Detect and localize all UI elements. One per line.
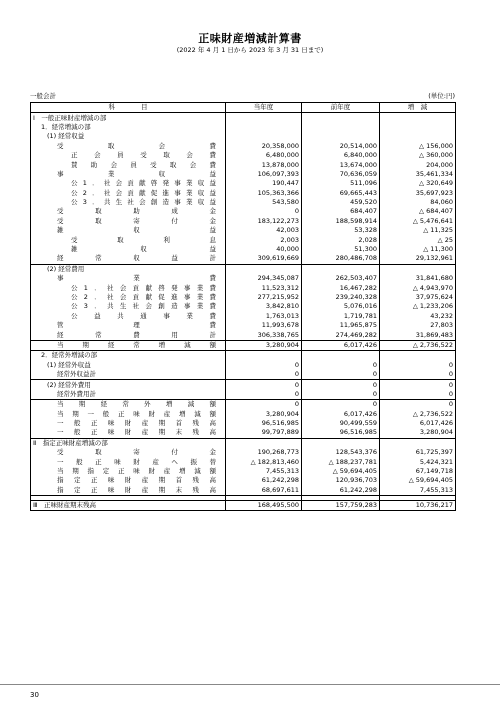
value-diff: △ 156,000 (380, 142, 456, 151)
value-prev (302, 438, 380, 448)
row-label (31, 142, 226, 151)
table-row (31, 207, 456, 216)
row-label-text: 当期経常外増減額 (57, 400, 216, 409)
value-cur: 106,097,393 (226, 170, 302, 179)
table-row (31, 245, 456, 254)
value-cur: 61,242,298 (226, 476, 302, 485)
table-row (31, 142, 456, 151)
value-diff: △ 59,694,405 (380, 476, 456, 485)
value-diff: 61,725,397 (380, 448, 456, 457)
value-diff (380, 113, 456, 123)
table-row (31, 390, 456, 400)
row-label (31, 351, 226, 361)
row-label-text: 一般正味財産期末残高 (57, 428, 216, 437)
value-prev: 0 (302, 390, 380, 400)
row-label (31, 312, 226, 321)
row-label-text: 当期一般正味財産増減額 (57, 409, 216, 418)
row-label-text: 経常外収益計 (57, 370, 96, 379)
table-row (31, 351, 456, 361)
row-label (31, 123, 226, 132)
table-row (31, 410, 456, 419)
value-prev: 6,017,426 (302, 340, 380, 350)
value-cur: 0 (226, 390, 302, 400)
value-prev: 11,965,875 (302, 321, 380, 330)
value-prev: 96,516,985 (302, 428, 380, 438)
value-diff (380, 264, 456, 274)
value-diff: △ 25 (380, 235, 456, 244)
value-prev: 6,840,000 (302, 151, 380, 160)
value-prev (302, 113, 380, 123)
table-row (31, 283, 456, 292)
value-cur: 7,455,313 (226, 467, 302, 476)
row-label (31, 501, 226, 511)
row-label (31, 467, 226, 476)
row-label-text: 当期経常増減額 (57, 340, 216, 349)
value-diff (380, 123, 456, 132)
row-label-text: 一般正味財産へ振替 (57, 457, 216, 466)
table-row (31, 198, 456, 207)
value-prev (302, 351, 380, 361)
row-label-text: 経常収益計 (57, 254, 216, 263)
value-prev: △ 59,694,405 (302, 467, 380, 476)
value-cur: 0 (226, 380, 302, 390)
value-cur: 3,842,810 (226, 302, 302, 311)
header-current-year: 当年度 (226, 103, 302, 113)
table-body (31, 113, 456, 511)
table-row (31, 179, 456, 188)
table-header-row (31, 103, 456, 113)
value-diff: 10,736,217 (380, 501, 456, 511)
row-label (31, 330, 226, 340)
value-cur: 309,619,669 (226, 254, 302, 264)
value-prev: 13,674,000 (302, 160, 380, 169)
value-prev: 120,936,703 (302, 476, 380, 485)
value-diff: △ 320,649 (380, 179, 456, 188)
value-cur: 3,280,904 (226, 410, 302, 419)
row-label (31, 321, 226, 330)
row-label-text: 事業収益 (57, 169, 216, 178)
row-label-text: 事業費 (57, 274, 216, 283)
table-row (31, 226, 456, 235)
value-cur: 20,358,000 (226, 142, 302, 151)
value-cur: 0 (226, 400, 302, 410)
value-prev: 90,499,559 (302, 419, 380, 428)
row-label-text: 指定正味財産期末残高 (57, 485, 216, 494)
row-label (31, 179, 226, 188)
row-label (31, 419, 226, 428)
row-label (31, 170, 226, 179)
row-label (31, 448, 226, 457)
value-cur: 294,345,087 (226, 274, 302, 283)
value-cur: 6,480,000 (226, 151, 302, 160)
value-cur: 168,495,500 (226, 501, 302, 511)
net-assets-statement-table (30, 102, 456, 511)
value-prev: △ 188,237,781 (302, 457, 380, 466)
row-label (31, 274, 226, 283)
row-label (31, 438, 226, 448)
row-label-text: (2) 経常費用 (47, 264, 85, 273)
row-label (31, 226, 226, 235)
table-row (31, 370, 456, 380)
row-label (31, 457, 226, 466)
value-diff: 0 (380, 380, 456, 390)
table-row (31, 123, 456, 132)
row-label (31, 189, 226, 198)
table-row (31, 428, 456, 438)
row-label-text: 一般正味財産期首残高 (57, 419, 216, 428)
table-row (31, 486, 456, 496)
value-diff: 29,132,961 (380, 254, 456, 264)
table-row (31, 302, 456, 311)
row-label (31, 293, 226, 302)
row-label-text: Ⅲ 正味財産期末残高 (33, 501, 96, 510)
value-prev: 0 (302, 370, 380, 380)
value-prev: 2,028 (302, 235, 380, 244)
value-cur: 11,523,312 (226, 283, 302, 292)
value-cur: 0 (226, 361, 302, 370)
row-label-text: (1) 経常外収益 (47, 360, 91, 369)
row-label-text: 受取助成金 (57, 207, 216, 216)
value-diff: 0 (380, 361, 456, 370)
row-label (31, 380, 226, 390)
value-diff: 0 (380, 400, 456, 410)
table-row (31, 217, 456, 226)
value-cur: 13,878,000 (226, 160, 302, 169)
value-prev: 1,719,781 (302, 312, 380, 321)
value-diff: 0 (380, 390, 456, 400)
value-diff (380, 438, 456, 448)
value-prev: 239,240,328 (302, 293, 380, 302)
row-label (31, 428, 226, 438)
value-prev: 188,598,914 (302, 217, 380, 226)
value-diff: △ 2,736,522 (380, 410, 456, 419)
table-row (31, 380, 456, 390)
row-label-text: 雑収益 (71, 245, 216, 254)
row-label (31, 486, 226, 496)
value-diff: △ 11,325 (380, 226, 456, 235)
table-row (31, 330, 456, 340)
value-diff: 3,280,904 (380, 428, 456, 438)
value-prev: 459,520 (302, 198, 380, 207)
row-label (31, 370, 226, 380)
value-prev: 157,759,283 (302, 501, 380, 511)
value-prev: 128,543,376 (302, 448, 380, 457)
table-row (31, 419, 456, 428)
value-prev: 61,242,298 (302, 486, 380, 496)
row-label (31, 340, 226, 350)
table-row (31, 151, 456, 160)
row-label (31, 245, 226, 254)
row-label-text: 受取寄付金 (57, 448, 216, 457)
value-diff (380, 351, 456, 361)
table-row (31, 438, 456, 448)
value-diff: 35,461,334 (380, 170, 456, 179)
value-diff: 31,869,483 (380, 330, 456, 340)
value-cur: 99,797,889 (226, 428, 302, 438)
row-label-text: 公1．社会貢献啓発事業収益 (71, 179, 216, 188)
row-label (31, 207, 226, 216)
row-label-text: (2) 経常外費用 (47, 380, 91, 389)
value-prev: 69,665,443 (302, 189, 380, 198)
table-row (31, 448, 456, 457)
value-cur: 105,363,366 (226, 189, 302, 198)
value-diff: 31,841,680 (380, 274, 456, 283)
row-label-text: 公1．社会貢献啓発事業費 (71, 283, 216, 292)
row-label (31, 476, 226, 485)
value-diff: 27,803 (380, 321, 456, 330)
row-label (31, 160, 226, 169)
row-label-text: 2．経常外増減の部 (41, 351, 98, 360)
value-diff: △ 11,300 (380, 245, 456, 254)
value-prev (302, 264, 380, 274)
table-row (31, 501, 456, 511)
value-prev: 262,503,407 (302, 274, 380, 283)
row-label-text: 公2．社会貢献促進事業費 (71, 293, 216, 301)
row-label-text: 正会員受取会費 (71, 151, 216, 160)
table-row (31, 312, 456, 321)
table-row (31, 400, 456, 410)
value-prev: 0 (302, 361, 380, 370)
unit-label: (単位:円) (428, 92, 455, 100)
value-cur: 543,580 (226, 198, 302, 207)
value-cur: 96,516,985 (226, 419, 302, 428)
value-diff: 204,000 (380, 160, 456, 169)
value-diff: 0 (380, 370, 456, 380)
value-cur: 3,280,904 (226, 340, 302, 350)
value-cur (226, 123, 302, 132)
table-row (31, 189, 456, 198)
row-label-text: 公益共通事業費 (71, 311, 216, 320)
value-diff: 67,149,718 (380, 467, 456, 476)
table-row (31, 361, 456, 370)
value-diff: △ 2,736,522 (380, 340, 456, 350)
value-cur: 190,268,773 (226, 448, 302, 457)
value-prev: 70,636,059 (302, 170, 380, 179)
value-diff: 6,017,426 (380, 419, 456, 428)
value-cur: 306,338,765 (226, 330, 302, 340)
table-row (31, 293, 456, 302)
value-diff: △ 5,476,641 (380, 217, 456, 226)
row-label-text: Ⅱ 指定正味財産増減の部 (33, 438, 108, 447)
table-row (31, 340, 456, 350)
row-label-text: 経常外費用計 (57, 389, 96, 398)
value-diff: 7,455,313 (380, 486, 456, 496)
row-label-text: 受取利息 (71, 235, 216, 244)
page-number: 30 (30, 691, 39, 699)
value-diff: △ 1,233,206 (380, 302, 456, 311)
table-row (31, 457, 456, 466)
value-cur: 190,447 (226, 179, 302, 188)
table-row (31, 467, 456, 476)
row-label (31, 264, 226, 274)
value-prev: 0 (302, 380, 380, 390)
row-label-text: 1．経常増減の部 (41, 122, 91, 131)
value-diff: 84,060 (380, 198, 456, 207)
value-diff (380, 132, 456, 141)
row-label-text: 受取寄付金 (57, 216, 216, 225)
row-label-text: Ⅰ 一般正味財産増減の部 (33, 113, 107, 122)
value-cur (226, 132, 302, 141)
footer-divider (0, 684, 500, 685)
row-label-text: 公2．社会貢献促進事業収益 (71, 188, 216, 197)
row-label-text: 受取会費 (57, 141, 216, 150)
value-cur (226, 438, 302, 448)
value-cur: 0 (226, 207, 302, 216)
row-label-text: 指定正味財産期首残高 (57, 476, 216, 485)
value-prev: 274,469,282 (302, 330, 380, 340)
value-prev: 53,328 (302, 226, 380, 235)
row-label-text: 経常費用計 (57, 330, 216, 339)
value-cur (226, 264, 302, 274)
row-label (31, 151, 226, 160)
row-label (31, 132, 226, 141)
value-diff: △ 684,407 (380, 207, 456, 216)
statement-title: 正味財産増減計算書 (198, 32, 302, 45)
value-diff: △ 360,000 (380, 151, 456, 160)
value-cur (226, 113, 302, 123)
value-diff: 5,424,321 (380, 457, 456, 466)
row-label (31, 113, 226, 123)
value-cur: 1,763,013 (226, 312, 302, 321)
value-diff: 37,975,624 (380, 293, 456, 302)
table-row (31, 113, 456, 123)
value-cur: △ 182,813,460 (226, 457, 302, 466)
value-cur: 11,993,678 (226, 321, 302, 330)
value-cur: 183,122,273 (226, 217, 302, 226)
value-cur (226, 351, 302, 361)
row-label (31, 235, 226, 244)
value-diff: △ 4,943,970 (380, 283, 456, 292)
table-row (31, 170, 456, 179)
row-label-text: 賛助会員受取会費 (71, 160, 216, 169)
value-cur: 42,003 (226, 226, 302, 235)
value-prev: 16,467,282 (302, 283, 380, 292)
value-cur: 2,003 (226, 235, 302, 244)
value-diff: 35,697,923 (380, 189, 456, 198)
row-label (31, 390, 226, 400)
row-label (31, 198, 226, 207)
header-previous-year: 前年度 (302, 103, 380, 113)
row-label-text: 雑収益 (57, 226, 216, 235)
table-row (31, 274, 456, 283)
row-label (31, 361, 226, 370)
row-label (31, 400, 226, 410)
value-prev (302, 132, 380, 141)
account-label: 一般会計 (30, 92, 56, 100)
row-label (31, 283, 226, 292)
row-label-text: (1) 経常収益 (47, 132, 85, 141)
value-prev: 6,017,426 (302, 410, 380, 419)
value-cur: 277,215,952 (226, 293, 302, 302)
row-label-text: 公3．共生社会創造事業費 (71, 302, 216, 311)
value-cur: 0 (226, 370, 302, 380)
row-label (31, 302, 226, 311)
table-row (31, 476, 456, 485)
row-label (31, 217, 226, 226)
value-prev: 0 (302, 400, 380, 410)
header-item: 科 目 (31, 103, 226, 113)
row-label-text: 管理費 (57, 321, 216, 330)
table-row (31, 235, 456, 244)
table-row (31, 264, 456, 274)
value-cur: 68,697,611 (226, 486, 302, 496)
row-label (31, 410, 226, 419)
value-prev: 20,514,000 (302, 142, 380, 151)
statement-period: (2022 年 4 月 1 日から 2023 年 3 月 31 日まで) (176, 46, 324, 54)
table-row (31, 321, 456, 330)
row-label-text: 公3．共生社会創造事業収益 (71, 198, 216, 207)
row-label (31, 254, 226, 264)
table-row (31, 160, 456, 169)
header-change: 増 減 (380, 103, 456, 113)
value-prev: 684,407 (302, 207, 380, 216)
value-prev: 5,076,016 (302, 302, 380, 311)
value-prev (302, 123, 380, 132)
table-row (31, 254, 456, 264)
row-label-text: 当期指定正味財産増減額 (57, 467, 216, 476)
value-prev: 280,486,708 (302, 254, 380, 264)
value-cur: 40,000 (226, 245, 302, 254)
table-row (31, 132, 456, 141)
value-diff: 43,232 (380, 312, 456, 321)
value-prev: 511,096 (302, 179, 380, 188)
value-prev: 51,300 (302, 245, 380, 254)
